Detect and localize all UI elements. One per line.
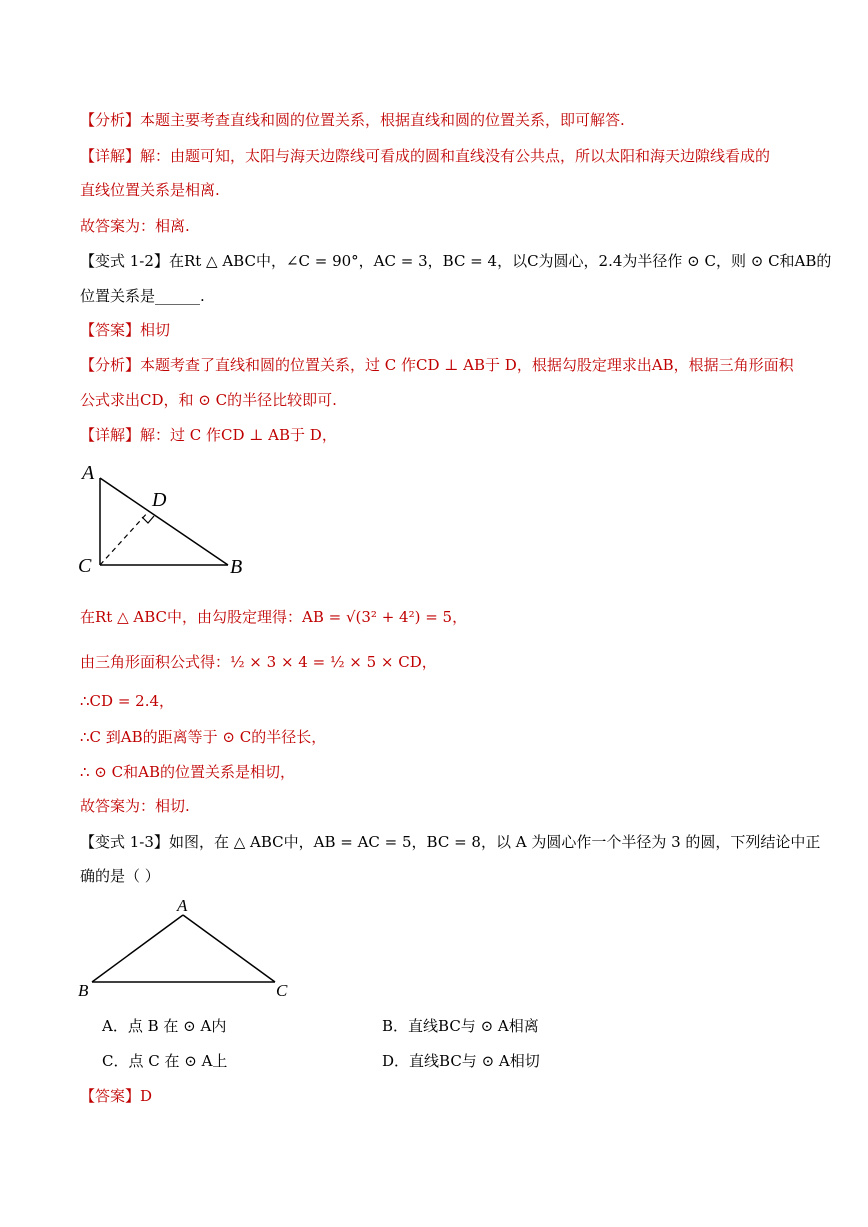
analysis-1-2-line-2: 公式求出CD，和 ⊙ C的半径比较即可.: [80, 391, 337, 409]
answer-1-2: [80, 320, 170, 340]
step-5: ∴ ⊙ C和AB的位置关系是相切，: [80, 763, 295, 781]
answer-text: D: [140, 1087, 153, 1105]
option-a: A．点 B 在 ⊙ A内: [102, 1017, 227, 1035]
answer-text: 相切: [140, 321, 171, 339]
analysis-text: 本题主要考查直线和圆的位置关系，根据直线和圆的位置关系，即可解答.: [140, 111, 625, 129]
analysis-tag: 【分析】: [80, 356, 141, 374]
step-3: ∴CD = 2.4，: [80, 692, 175, 710]
variant-text: 在Rt △ ABC中，∠C = 90°，AC = 3，BC = 4，以C为圆心，2.4为半径作 ⊙ C，则 ⊙ C和AB的: [168, 252, 832, 270]
solution-tag: 【详解】: [80, 147, 141, 165]
label-c: C: [78, 555, 92, 577]
answer-tag: 【答案】: [80, 321, 141, 339]
variant-1-2-line-2: 位置关系是______.: [80, 287, 205, 305]
analysis-1-2-line-1: [80, 355, 794, 375]
analysis-1: [80, 110, 625, 130]
variant-text: 如图，在 △ ABC中，AB = AC = 5，BC = 8，以 A 为圆心作一个半径为 3 的圆，下列结论中正: [168, 833, 821, 851]
option-b: B．直线BC与 ⊙ A相离: [382, 1017, 539, 1035]
label-a: A: [177, 896, 188, 915]
solution-1-line-2: 直线位置关系是相离.: [80, 181, 220, 199]
step-6: 故答案为：相切.: [80, 797, 190, 815]
answer-1-3: [80, 1086, 152, 1106]
label-d: D: [152, 489, 167, 511]
analysis-text: 本题考查了直线和圆的位置关系，过 C 作CD ⊥ AB于 D，根据勾股定理求出AB，根据三角形面积: [140, 356, 794, 374]
variant-1-2-line-1: [80, 251, 831, 271]
solution-text: 解：由题可知，太阳与海天边際线可看成的圆和直线没有公共点，所以太阳和海天边隙线看成的: [140, 147, 771, 165]
variant-1-3-line-2: 确的是（ ）: [80, 867, 160, 885]
option-c: C．点 C 在 ⊙ A上: [102, 1052, 228, 1070]
solution-1-line-1: [80, 146, 770, 166]
label-c: C: [276, 981, 288, 1000]
analysis-tag: 【分析】: [80, 111, 141, 129]
triangle-figure-2: [70, 893, 300, 1003]
solution-tag: 【详解】: [80, 426, 141, 444]
step-2: 由三角形面积公式得：½ × 3 × 4 = ½ × 5 × CD，: [80, 653, 437, 671]
step-4: ∴C 到AB的距离等于 ⊙ C的半径长，: [80, 728, 327, 746]
answer-1-line: 故答案为：相离.: [80, 217, 190, 235]
solution-1-2: [80, 425, 337, 445]
label-b: B: [230, 556, 243, 578]
variant-tag: 【变式 1-3】: [80, 833, 169, 851]
label-a: A: [82, 462, 95, 484]
answer-tag: 【答案】: [80, 1087, 141, 1105]
step-1: 在Rt △ ABC中，由勾股定理得：AB = √(3² + 4²) = 5，: [80, 608, 468, 626]
label-b: B: [78, 981, 89, 1000]
triangle-figure-1: [70, 458, 260, 583]
variant-1-3-line-1: [80, 832, 820, 852]
option-d: D．直线BC与 ⊙ A相切: [382, 1052, 540, 1070]
solution-text: 解：过 C 作CD ⊥ AB于 D，: [140, 426, 337, 444]
variant-tag: 【变式 1-2】: [80, 252, 169, 270]
